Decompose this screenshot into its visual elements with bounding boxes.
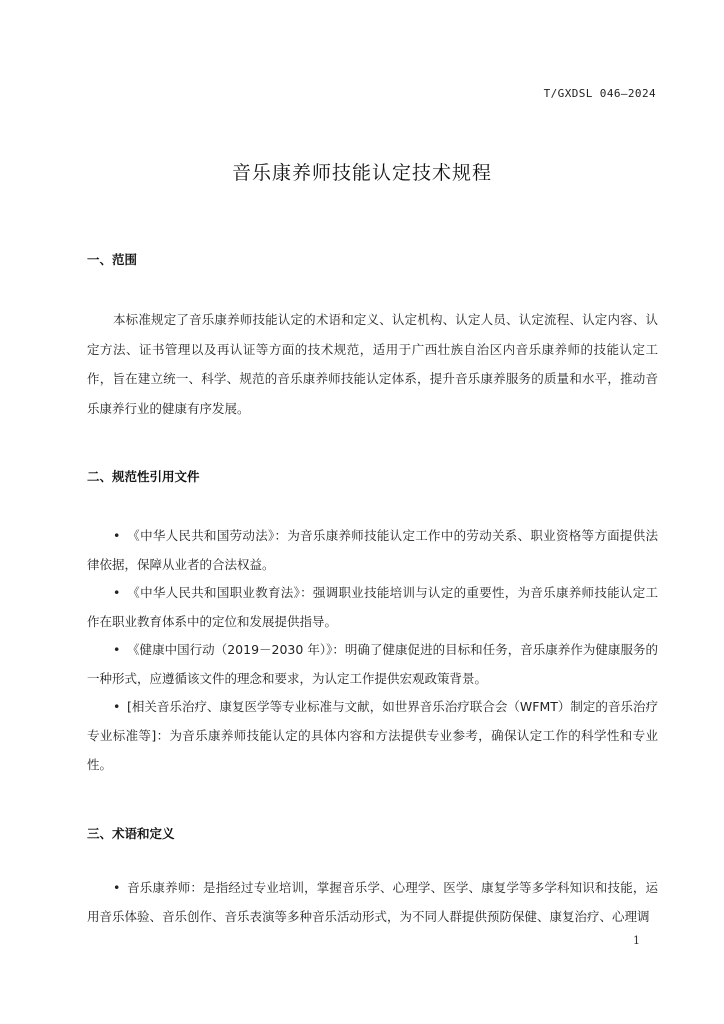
reference-text: [相关音乐治疗、康复医学等专业标准与文献，如世界音乐治疗联合会（WFMT）制定的音乐治疗专业标准等]：为音乐康养师技能认定的具体内容和方法提供专业参考，确保认定工作的科学性和专业性。 [87,699,658,772]
section-heading-references: 二、规范性引用文件 [87,469,200,484]
bullet-icon: • [113,585,121,600]
page-number: 1 [633,934,640,947]
standard-code: T/GXDSL 046—2024 [543,87,656,100]
reference-text: 《健康中国行动（2019－2030 年）》：明确了健康促进的目标和任务，音乐康养作为健康服务的一种形式，应遵循该文件的理念和要求，为认定工作提供宏观政策背景。 [87,642,658,686]
bullet-icon: • [113,699,121,714]
reference-text: 《中华人民共和国劳动法》：为音乐康养师技能认定工作中的劳动关系、职业资格等方面提供法律依据，保障从业者的合法权益。 [87,528,658,572]
section-heading-scope: 一、范围 [87,252,138,267]
reference-item [87,692,658,779]
bullet-icon: • [113,528,121,543]
section-heading-terms: 三、术语和定义 [87,826,175,841]
bullet-icon: • [113,880,121,895]
reference-item [87,521,658,579]
scope-paragraph: 本标准规定了音乐康养师技能认定的术语和定义、认定机构、认定人员、认定流程、认定内容、认定方法、证书管理以及再认证等方面的技术规范，适用于广西壮族自治区内音乐康养师的技能认定工作，旨在建立统一、科学、规范的音乐康养师技能认定体系，提升音乐康养服务的质量和水平，推动音乐康养行业的健康有序发展。 [87,312,658,416]
term-text: 音乐康养师：是指经过专业培训，掌握音乐学、心理学、医学、康复学等多学科知识和技能，运用音乐体验、音乐创作、音乐表演等多种音乐活动形式，为不同人群提供预防保健、康复治疗、心理调 [87,880,658,924]
reference-item [87,578,658,636]
bullet-icon: • [113,642,121,657]
term-item [87,873,658,931]
reference-item [87,635,658,693]
document-title: 音乐康养师技能认定技术规程 [231,162,492,184]
reference-text: 《中华人民共和国职业教育法》：强调职业技能培训与认定的重要性，为音乐康养师技能认定工作在职业教育体系中的定位和发展提供指导。 [87,585,658,629]
